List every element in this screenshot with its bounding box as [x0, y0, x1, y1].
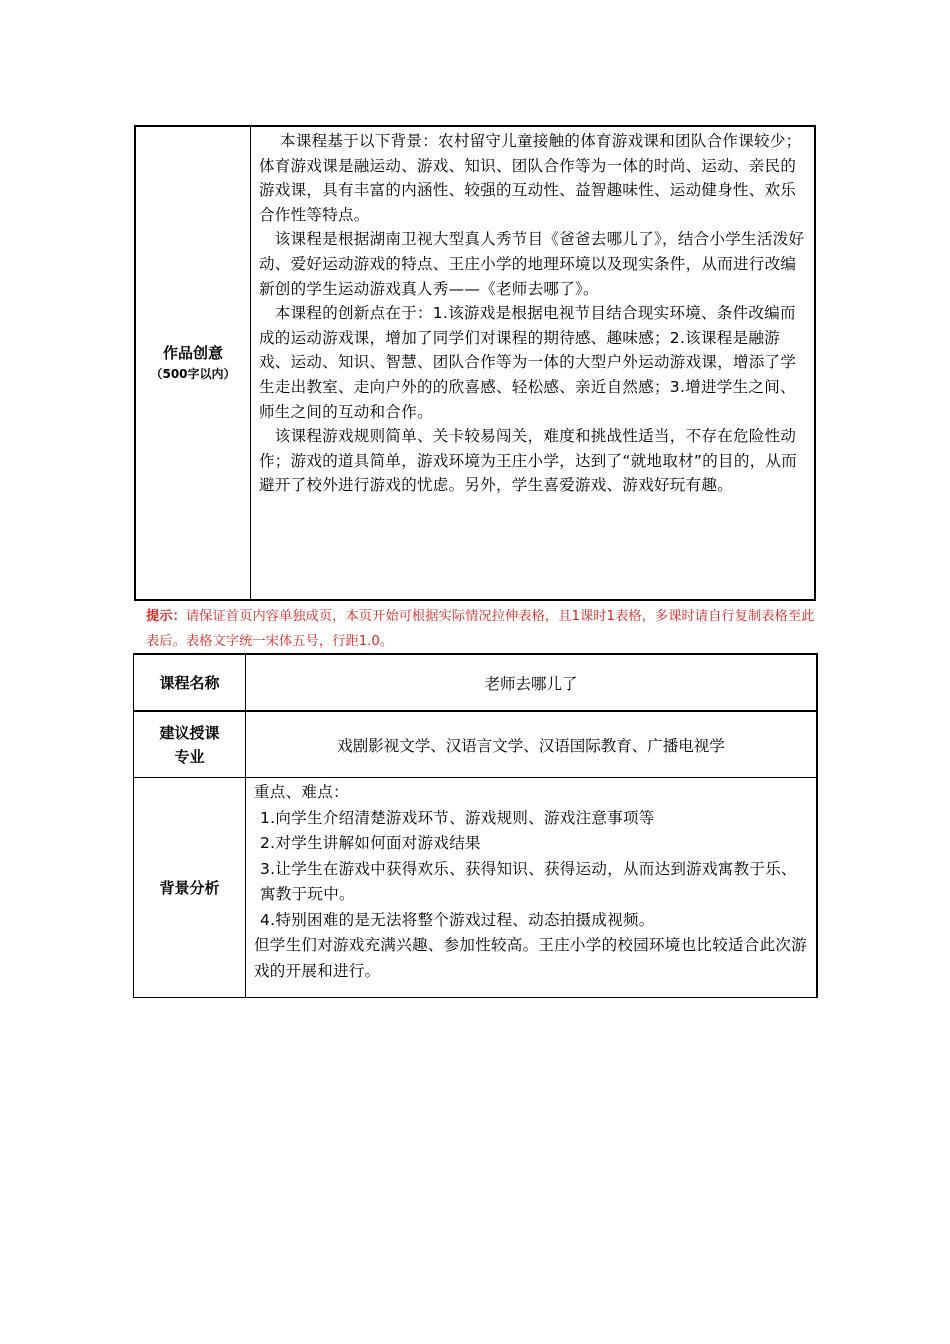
creativity-table [134, 125, 816, 601]
course-major-label-text: 建议授课专业 [159, 723, 220, 766]
creativity-paragraph: 该课程游戏规则简单、关卡较易闯关，难度和挑战性适当，不存在危险性动作；游戏的道具简单，游戏环境为王庄小学，达到了“就地取材”的目的，从而避开了校外进行游戏的忧虑。另外，学生喜爱游戏、游戏好玩有趣。 [259, 427, 798, 495]
hint-label: 提示： [146, 609, 186, 624]
analysis-line: 重点、难点： [254, 783, 349, 801]
analysis-line: 但学生们对游戏充满兴趣、参加性较高。王庄小学的校园环境也比较适合此次游戏的开展和进行。 [254, 936, 808, 980]
course-name-value: 老师去哪儿了 [484, 674, 578, 693]
course-analysis-row [134, 778, 816, 997]
course-table [133, 653, 818, 998]
creativity-content [251, 127, 814, 599]
hint-text: 请保证首页内容单独成页，本页开始可根据实际情况拉伸表格，且1课时1表格，多课时请自行复制表格至此表后。表格文字统一宋体五号，行距1.0。 [146, 609, 815, 649]
creativity-paragraph: 该课程是根据湖南卫视大型真人秀节目《爸爸去哪儿了》，结合小学生活泼好动、爱好运动游戏的特点、王庄小学的地理环境以及现实条件，从而进行改编新创的学生运动游戏真人秀——《老师去哪了》。 [259, 230, 805, 298]
course-analysis-content [246, 778, 816, 997]
creativity-paragraph: 本课程基于以下背景：农村留守儿童接触的体育游戏课和团队合作课较少；体育游戏课是融运动、游戏、知识、团队合作等为一体的时尚、运动、亲民的游戏课，具有丰富的内涵性、较强的互动性、益智趣味性、运动健身性、欢乐合作性等特点。 [259, 132, 802, 224]
hint-note [146, 604, 816, 654]
analysis-line: 2.对学生讲解如何面对游戏结果 [260, 834, 481, 852]
creativity-paragraph: 本课程的创新点在于：1.该游戏是根据电视节目结合现实环境、条件改编而成的运动游戏课，增加了同学们对课程的期待感、趣味感；2.该课程是融游戏、运动、知识、智慧、团队合作等为一体的大型户外运动游戏课，增添了学生走出教室、走向户外的的欣喜感、轻松感、亲近自然感；3.增进学生之间、师生之间的互动和合作。 [259, 304, 797, 421]
creativity-label-cell [136, 127, 251, 599]
analysis-line: 4.特别困难的是无法将整个游戏过程、动态拍摄成视频。 [260, 910, 655, 929]
course-major-label [134, 712, 246, 777]
creativity-sublabel: （500字以内） [150, 367, 236, 381]
analysis-line: 1.向学生介绍清楚游戏环节、游戏规则、游戏注意事项等 [260, 808, 655, 827]
course-name-row [134, 655, 816, 712]
analysis-line: 3.让学生在游戏中获得欢乐、获得知识、获得运动，从而达到游戏寓教于乐、寓教于玩中。 [260, 859, 797, 903]
course-analysis-label: 背景分析 [134, 778, 246, 997]
creativity-label: 作品创意 [162, 344, 223, 362]
course-name-label: 课程名称 [134, 655, 246, 710]
course-major-value: 戏剧影视文学、汉语言文学、汉语国际教育、广播电视学 [337, 736, 725, 755]
course-major-row [134, 712, 816, 778]
